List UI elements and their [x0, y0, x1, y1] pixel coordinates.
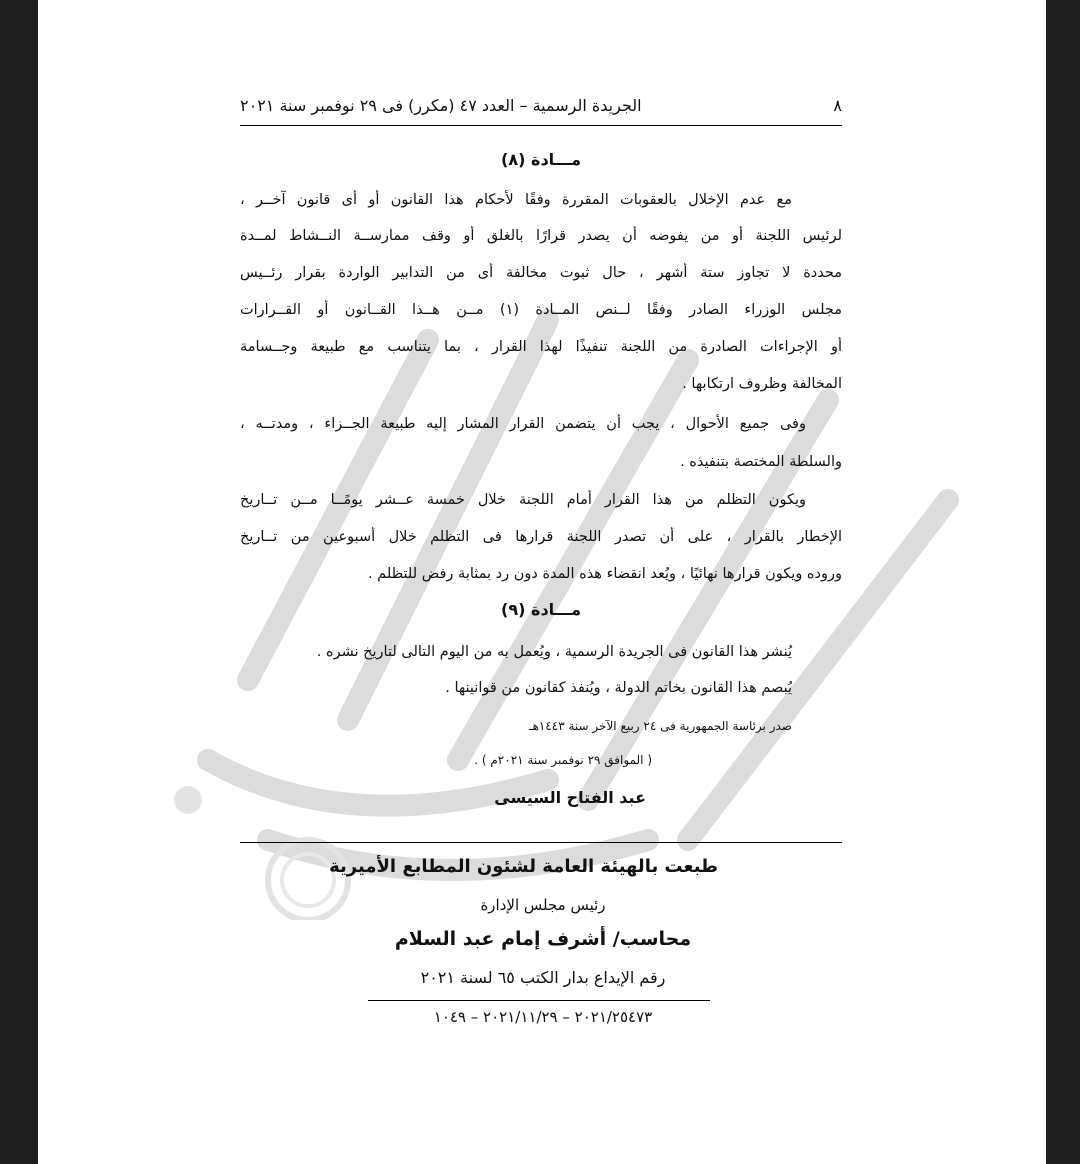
- article-8-line: المخالفة وظروف ارتكابها .: [682, 376, 842, 392]
- article-8-line: لرئيس اللجنة أو من يفوضه أن يصدر قرارًا بالغلق أو وقف ممارســة النــشاط لمــدة: [240, 228, 842, 244]
- article-8-line: الإخطار بالقرار ، على أن تصدر اللجنة قرارها فى التظلم خلال أسبوعين من تــاريخ: [240, 529, 842, 545]
- viewer-left-margin: [0, 0, 38, 1164]
- article-8-line: محددة لا تجاوز ستة أشهر ، حال ثبوت مخالفة أى من التدابير الواردة بقرار رئــيس: [240, 265, 842, 281]
- article-9-line: يُبصم هذا القانون بخاتم الدولة ، ويُنفذ كقانون من قوانينها .: [445, 680, 792, 696]
- page-header: [240, 90, 842, 120]
- article-8-line: وروده ويكون قرارها نهائيًا ، ويُعد انقضاء هذه المدة دون رد بمثابة رفض للتظلم .: [367, 566, 842, 582]
- colophon-short-rule: [368, 1000, 710, 1001]
- deposit-number: رقم الإيداع بدار الكتب ٦٥ لسنة ٢٠٢١: [420, 968, 666, 987]
- printer-name: طبعت بالهيئة العامة لشئون المطابع الأميرية: [329, 856, 718, 877]
- article-9-title: مـــادة (٩): [501, 600, 581, 619]
- document-page: [38, 0, 1046, 1164]
- president-signature: عبد الفتاح السيسى: [494, 788, 646, 807]
- article-9-line: يُنشر هذا القانون فى الجريدة الرسمية ، ويُعمل به من اليوم التالى لتاريخ نشره .: [316, 644, 792, 660]
- colophon-rule: [240, 842, 842, 843]
- corresponding-date-line: ( الموافق ٢٩ نوفمبر سنة ٢٠٢١م ) .: [474, 753, 652, 767]
- article-8-line: أو الإجراءات الصادرة من اللجنة تنفيذًا لهذا القرار ، بما يتناسب مع طبيعة وجــسامة: [240, 339, 842, 355]
- viewer-right-margin: [1046, 0, 1080, 1164]
- header-rule: [240, 125, 842, 126]
- page-number: ٨: [833, 95, 842, 115]
- article-8-line: والسلطة المختصة بتنفيذه .: [680, 454, 842, 470]
- article-8-title: مـــادة (٨): [501, 150, 581, 169]
- article-8-line: وفى جميع الأحوال ، يجب أن يتضمن القرار المشار إليه طبيعة الجــزاء ، ومدتــه ،: [240, 416, 806, 432]
- publication-codes: ٢٠٢١/٢٥٤٧٣ – ٢٠٢١/١١/٢٩ – ١٠٤٩: [433, 1008, 653, 1026]
- chair-name: محاسب/ أشرف إمام عبد السلام: [394, 928, 692, 950]
- article-8-line: مع عدم الإخلال بالعقوبات المقررة وفقًا لأحكام هذا القانون أو أى قانون آخــر ،: [240, 192, 792, 208]
- article-8-line: ويكون التظلم من هذا القرار أمام اللجنة خلال خمسة عــشر يومًــا مــن تــاريخ: [240, 492, 806, 508]
- board-chair-title: رئيس مجلس الإدارة: [480, 896, 606, 914]
- gazette-header-title: الجريدة الرسمية – العدد ٤٧ (مكرر) فى ٢٩ نوفمبر سنة ٢٠٢١: [240, 95, 642, 115]
- issued-date-line: صدر برئاسة الجمهورية فى ٢٤ ربيع الآخر سنة ١٤٤٣هـ: [529, 719, 792, 733]
- article-8-line: مجلس الوزراء الصادر وفقًا لــنص المــادة (١) مــن هــذا القــانون أو القــرارات: [240, 302, 842, 318]
